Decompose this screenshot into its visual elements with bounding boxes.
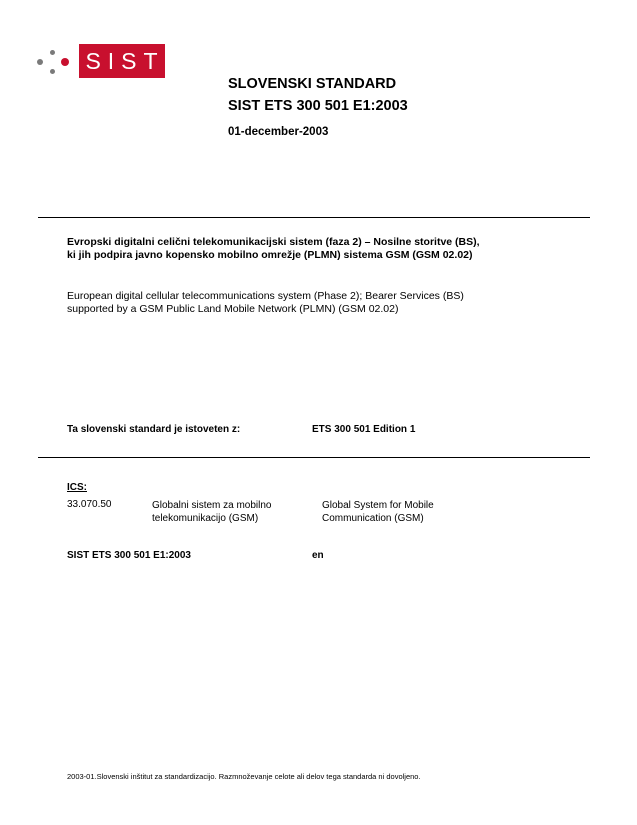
ics-heading: ICS:	[67, 482, 87, 493]
identity-value: ETS 300 501 Edition 1	[312, 424, 416, 435]
title-slovene	[67, 236, 587, 262]
ics-desc-en-line2: Communication (GSM)	[322, 513, 424, 524]
logo-dot-icon	[61, 58, 69, 66]
identity-label: Ta slovenski standard je istoveten z:	[67, 424, 241, 435]
ics-desc-sl-line2: telekomunikacijo (GSM)	[152, 513, 259, 524]
logo-text: SIST	[79, 44, 165, 78]
standard-type: SLOVENSKI STANDARD	[228, 76, 397, 92]
ics-desc-en-line1: Global System for Mobile	[322, 500, 434, 511]
logo-dot-icon	[50, 69, 55, 74]
reference-language: en	[312, 550, 324, 561]
title-slovene-line2: ki jih podpira javno kopensko mobilno omrežje (PLMN) sistema GSM (GSM 02.02)	[67, 249, 473, 261]
title-english	[67, 290, 587, 316]
ics-code: 33.070.50	[67, 499, 112, 510]
divider-top	[38, 217, 590, 218]
title-english-line1: European digital cellular telecommunications system (Phase 2); Bearer Services (BS)	[67, 290, 464, 302]
publication-date: 01-december-2003	[228, 126, 329, 138]
divider-middle	[38, 457, 590, 458]
ics-description-slovene	[152, 499, 272, 525]
copyright-footer: 2003-01.Slovenski inštitut za standardizacijo. Razmnoževanje celote ali delov tega standarda ni dovoljeno.	[67, 772, 421, 781]
title-english-line2: supported by a GSM Public Land Mobile Network (PLMN) (GSM 02.02)	[67, 303, 399, 315]
reference-code: SIST ETS 300 501 E1:2003	[67, 550, 191, 561]
ics-desc-sl-line1: Globalni sistem za mobilno	[152, 500, 272, 511]
logo-dot-icon	[37, 59, 43, 65]
standard-code: SIST ETS 300 501 E1:2003	[228, 98, 408, 114]
logo-dot-icon	[50, 50, 55, 55]
ics-description-english	[322, 499, 434, 525]
title-slovene-line1: Evropski digitalni celični telekomunikacijski sistem (faza 2) – Nosilne storitve (BS),	[67, 236, 480, 248]
